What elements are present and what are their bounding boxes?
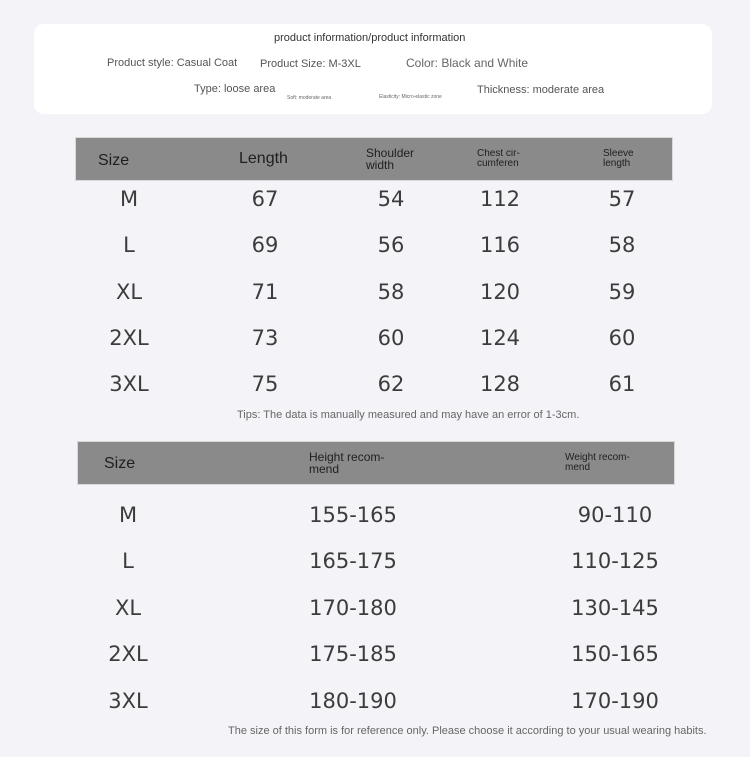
measurement-cell: 128 [479,372,521,396]
product-info-card [34,24,712,114]
measurement-table-header [75,137,673,181]
recommend-table-header [77,441,675,485]
measurement-tip: Tips: The data is manually measured and may have an error of 1-3cm. [237,409,580,421]
product-soft: Soft: moderate area [287,95,332,101]
header-height-recommend: Height recom- mend [309,450,385,476]
measurement-cell: 69 [251,233,279,257]
product-size: Product Size: M-3XL [260,58,361,70]
product-color: Color: Black and White [406,56,529,70]
header-sleeve-length: Sleeve length [603,148,634,169]
height-cell: 170-180 [309,596,397,620]
size-cell: M [119,187,139,211]
product-thickness: Thickness: moderate area [477,84,605,96]
header-size: Size [98,152,130,169]
weight-cell: 90-110 [577,503,653,527]
measurement-cell: 62 [377,372,405,396]
measurement-cell: 56 [377,233,405,257]
measurement-cell: 71 [251,280,279,304]
height-cell: 165-175 [309,549,397,573]
size-cell: 2XL [108,642,148,666]
size-cell: L [122,549,134,573]
weight-cell: 110-125 [571,549,659,573]
height-cell: 180-190 [309,689,397,713]
product-style: Product style: Casual Coat [107,57,238,69]
measurement-cell: 112 [479,187,521,211]
measurement-cell: 60 [608,326,636,350]
height-cell: 155-165 [309,503,397,527]
measurement-cell: 58 [377,280,405,304]
size-cell: 3XL [108,689,148,713]
size-cell: XL [115,280,143,304]
measurement-cell: 59 [608,280,636,304]
size-cell: L [123,233,135,257]
weight-cell: 170-190 [571,689,659,713]
measurement-cell: 54 [377,187,405,211]
header-weight-recommend: Weight recom- mend [565,452,630,473]
reference-note: The size of this form is for reference only. Please choose it according to your usual wearing habits. [228,725,707,737]
measurement-cell: 60 [377,326,405,350]
measurement-cell: 58 [608,233,636,257]
height-cell: 175-185 [309,642,397,666]
measurement-cell: 124 [479,326,521,350]
product-elasticity: Elasticity: Micro-elastic zone [379,94,442,100]
measurement-cell: 67 [251,187,279,211]
measurement-cell: 75 [251,372,279,396]
measurement-cell: 73 [251,326,279,350]
weight-cell: 150-165 [571,642,659,666]
size-cell: M [118,503,138,527]
size-cell: 3XL [109,372,149,396]
measurement-cell: 120 [479,280,521,304]
header-shoulder-width: Shoulder width [366,146,415,172]
product-info-title: product information/product information [274,32,466,44]
header-chest-circumference: Chest cir- cumferen [477,149,520,169]
size-cell: XL [114,596,142,620]
measurement-cell: 61 [608,372,636,396]
header-length: Length [239,150,288,167]
header-size: Size [104,455,136,472]
product-type: Type: loose area [194,83,276,95]
measurement-cell: 57 [608,187,636,211]
measurement-cell: 116 [479,233,521,257]
size-cell: 2XL [109,326,149,350]
weight-cell: 130-145 [571,596,659,620]
